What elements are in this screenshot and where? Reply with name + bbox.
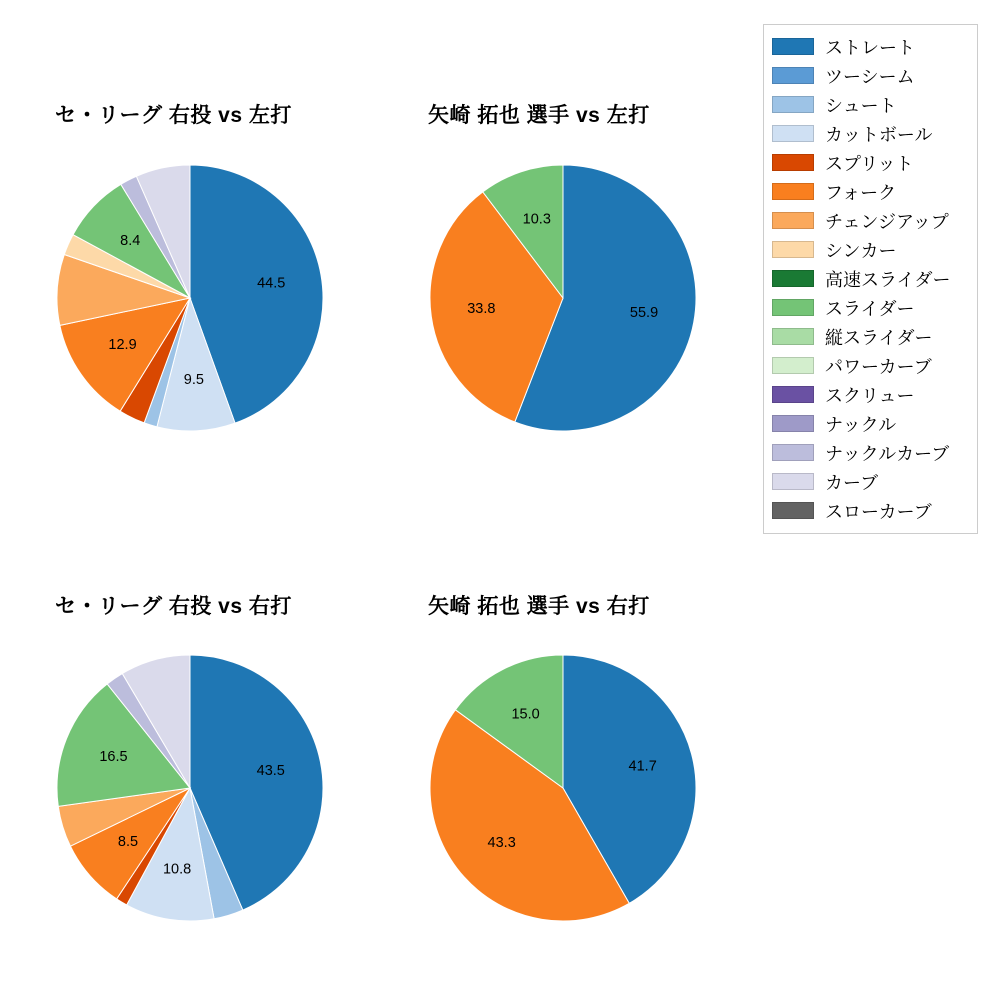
legend-label: フォーク bbox=[825, 182, 897, 203]
legend-label: スクリュー bbox=[825, 385, 915, 406]
legend-swatch bbox=[772, 270, 814, 287]
pie-slice-label: 10.8 bbox=[162, 861, 192, 878]
chart-title-league-vs-left: セ・リーグ 右投 vs 左打 bbox=[55, 104, 292, 127]
pie-slice-label: 41.7 bbox=[628, 758, 657, 775]
legend-swatch bbox=[772, 299, 814, 316]
legend-swatch bbox=[772, 125, 814, 142]
pie-slice-label: 12.9 bbox=[108, 337, 137, 354]
legend-label: ストレート bbox=[825, 37, 915, 58]
pie-slice-label: 9.5 bbox=[183, 372, 204, 389]
legend-swatch bbox=[772, 502, 814, 519]
legend-swatch bbox=[772, 473, 814, 490]
pie-chart-player-vs-right bbox=[408, 640, 728, 940]
legend-item bbox=[772, 177, 969, 206]
legend-label: ツーシーム bbox=[825, 66, 915, 87]
legend-item bbox=[772, 119, 969, 148]
legend-label: スプリット bbox=[825, 153, 914, 174]
legend-item bbox=[772, 235, 969, 264]
legend-label: スライダー bbox=[825, 298, 915, 319]
legend-item bbox=[772, 264, 969, 293]
legend-label: ナックルカーブ bbox=[825, 443, 950, 464]
pie-chart-league-vs-left bbox=[35, 150, 355, 450]
legend-swatch bbox=[772, 183, 814, 200]
pie-slice-label: 15.0 bbox=[511, 706, 540, 723]
legend-item bbox=[772, 90, 969, 119]
legend-item bbox=[772, 438, 969, 467]
legend-label: ナックル bbox=[825, 414, 897, 435]
legend-label: カットボール bbox=[825, 124, 933, 145]
pie-chart-league-vs-right bbox=[35, 640, 355, 940]
chart-panel-player-vs-left bbox=[380, 0, 760, 520]
pie-chart-player-vs-left bbox=[408, 150, 728, 450]
legend-item bbox=[772, 351, 969, 380]
legend-swatch bbox=[772, 357, 814, 374]
legend-item bbox=[772, 148, 969, 177]
pie-slice-label: 44.5 bbox=[257, 275, 286, 292]
legend bbox=[763, 24, 978, 534]
chart-panel-league-vs-right bbox=[0, 480, 390, 1000]
legend-swatch bbox=[772, 212, 814, 229]
legend-label: 縦スライダー bbox=[825, 327, 933, 348]
legend-item bbox=[772, 32, 969, 61]
pie-slice-label: 33.8 bbox=[467, 301, 496, 318]
legend-swatch bbox=[772, 96, 814, 113]
legend-swatch bbox=[772, 241, 814, 258]
pie-slice-label: 8.5 bbox=[117, 834, 139, 851]
chart-panel-league-vs-left bbox=[0, 0, 390, 520]
legend-label: パワーカーブ bbox=[825, 356, 932, 377]
pie-slice-label: 16.5 bbox=[99, 749, 128, 766]
legend-item bbox=[772, 467, 969, 496]
legend-swatch bbox=[772, 444, 814, 461]
chart-title-player-vs-left: 矢崎 拓也 選手 vs 左打 bbox=[428, 104, 650, 127]
pie-slice-label: 43.5 bbox=[256, 763, 285, 780]
legend-label: シンカー bbox=[825, 240, 897, 261]
legend-label: チェンジアップ bbox=[825, 211, 949, 232]
pie-svg bbox=[35, 640, 355, 940]
legend-swatch bbox=[772, 38, 814, 55]
pie-svg bbox=[35, 150, 355, 450]
pie-slice-label: 43.3 bbox=[487, 834, 516, 851]
pie-slice-label: 8.4 bbox=[120, 233, 141, 250]
pie-svg bbox=[408, 640, 728, 940]
legend-label: カーブ bbox=[825, 472, 879, 493]
legend-item bbox=[772, 496, 969, 525]
chart-title-player-vs-right: 矢崎 拓也 選手 vs 右打 bbox=[428, 595, 650, 618]
chart-title-league-vs-right: セ・リーグ 右投 vs 右打 bbox=[55, 595, 292, 618]
legend-label: 高速スライダー bbox=[825, 269, 951, 290]
pie-svg bbox=[408, 150, 728, 450]
pie-slice-label: 55.9 bbox=[629, 305, 659, 322]
chart-panel-player-vs-right bbox=[380, 480, 760, 1000]
legend-item bbox=[772, 409, 969, 438]
legend-item bbox=[772, 322, 969, 351]
pie-slice-label: 10.3 bbox=[522, 211, 551, 228]
legend-swatch bbox=[772, 154, 814, 171]
legend-swatch bbox=[772, 328, 814, 345]
legend-item bbox=[772, 380, 969, 409]
legend-swatch bbox=[772, 386, 814, 403]
legend-label: スローカーブ bbox=[825, 501, 932, 522]
legend-swatch bbox=[772, 67, 814, 84]
legend-swatch bbox=[772, 415, 814, 432]
legend-label: シュート bbox=[825, 95, 897, 116]
legend-item bbox=[772, 61, 969, 90]
legend-item bbox=[772, 293, 969, 322]
legend-item bbox=[772, 206, 969, 235]
